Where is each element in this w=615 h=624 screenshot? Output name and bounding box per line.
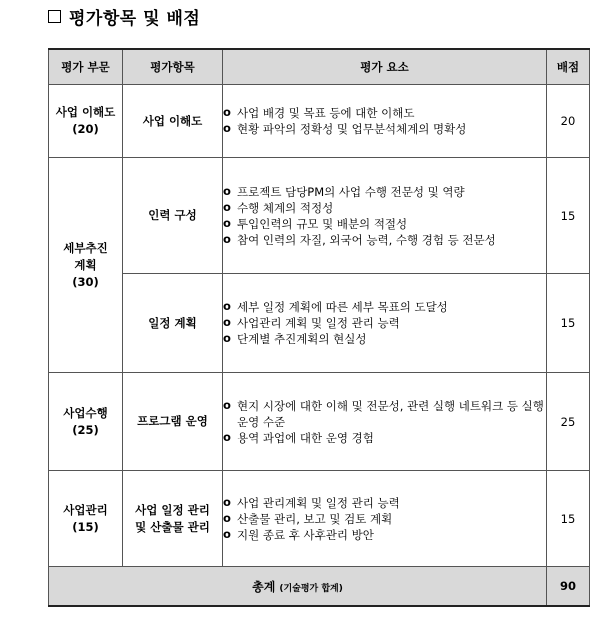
elements-cell xyxy=(223,158,547,274)
header-category: 평가 부문 xyxy=(49,49,123,85)
elements-list xyxy=(223,299,546,347)
header-elements: 평가 요소 xyxy=(223,49,547,85)
category-cell xyxy=(49,471,123,567)
list-item: o 용역 과업에 대한 운영 경험 xyxy=(223,430,546,446)
item-cell: 일정 계획 xyxy=(123,274,223,373)
category-cell xyxy=(49,373,123,471)
evaluation-table xyxy=(48,48,590,607)
score-cell: 15 xyxy=(547,158,590,274)
score-cell: 25 xyxy=(547,373,590,471)
category-score: (25) xyxy=(72,422,99,437)
item-cell: 사업 이해도 xyxy=(123,85,223,158)
elements-list xyxy=(223,105,546,137)
elements-cell xyxy=(223,85,547,158)
page-title-text: 평가항목 및 배점 xyxy=(69,9,201,29)
elements-list xyxy=(223,184,546,248)
category-cell xyxy=(49,85,123,158)
category-score: (20) xyxy=(72,122,99,136)
category-label: 사업관리 xyxy=(63,502,108,517)
score-cell: 20 xyxy=(547,85,590,158)
category-cell xyxy=(49,158,123,373)
table-row xyxy=(49,274,590,373)
table-row xyxy=(49,85,590,158)
header-item: 평가항목 xyxy=(123,49,223,85)
list-item: o 수행 체계의 적정성 xyxy=(223,200,546,216)
list-item: o 현지 시장에 대한 이해 및 전문성, 관련 실행 네트워크 등 실행 운영 수준 xyxy=(223,398,546,430)
total-row xyxy=(49,567,590,607)
list-item: o 사업 관리계획 및 일정 관리 능력 xyxy=(223,495,546,511)
category-label: 사업 이해도 xyxy=(55,105,116,119)
category-label: 사업수행 xyxy=(63,405,108,420)
category-score: (30) xyxy=(72,274,99,289)
list-item: o 참여 인력의 자질, 외국어 능력, 수행 경험 등 전문성 xyxy=(223,232,546,248)
score-cell: 15 xyxy=(547,274,590,373)
list-item: o 현황 파악의 정확성 및 업무분석체계의 명확성 xyxy=(223,121,546,137)
category-label: 세부추진 계획 xyxy=(63,240,108,272)
elements-list xyxy=(223,398,546,446)
list-item: o 단계별 추진계획의 현실성 xyxy=(223,331,546,347)
elements-cell xyxy=(223,373,547,471)
table-row xyxy=(49,158,590,274)
total-score: 90 xyxy=(547,567,590,607)
list-item: o 세부 일정 계획에 따른 세부 목표의 도달성 xyxy=(223,299,546,315)
category-score: (15) xyxy=(72,519,99,534)
page-title xyxy=(48,4,200,29)
total-label: 총계 xyxy=(252,579,276,594)
score-cell: 15 xyxy=(547,471,590,567)
list-item: o 산출물 관리, 보고 및 검토 계획 xyxy=(223,511,546,527)
square-bullet-icon xyxy=(48,10,61,23)
item-cell: 프로그램 운영 xyxy=(123,373,223,471)
list-item: o 사업 배경 및 목표 등에 대한 이해도 xyxy=(223,105,546,121)
list-item: o 사업관리 계획 및 일정 관리 능력 xyxy=(223,315,546,331)
list-item: o 지원 종료 후 사후관리 방안 xyxy=(223,527,546,543)
table-row xyxy=(49,471,590,567)
item-cell: 사업 일정 관리 및 산출물 관리 xyxy=(123,471,223,567)
elements-cell xyxy=(223,274,547,373)
total-label-cell xyxy=(49,567,547,607)
table-header-row xyxy=(49,49,590,85)
header-score: 배점 xyxy=(547,49,590,85)
list-item: o 투입인력의 규모 및 배분의 적절성 xyxy=(223,216,546,232)
total-note: (기술평가 합계) xyxy=(279,583,343,594)
elements-list xyxy=(223,495,546,543)
list-item: o 프로젝트 담당PM의 사업 수행 전문성 및 역량 xyxy=(223,184,546,200)
item-cell: 인력 구성 xyxy=(123,158,223,274)
table-row xyxy=(49,373,590,471)
elements-cell xyxy=(223,471,547,567)
